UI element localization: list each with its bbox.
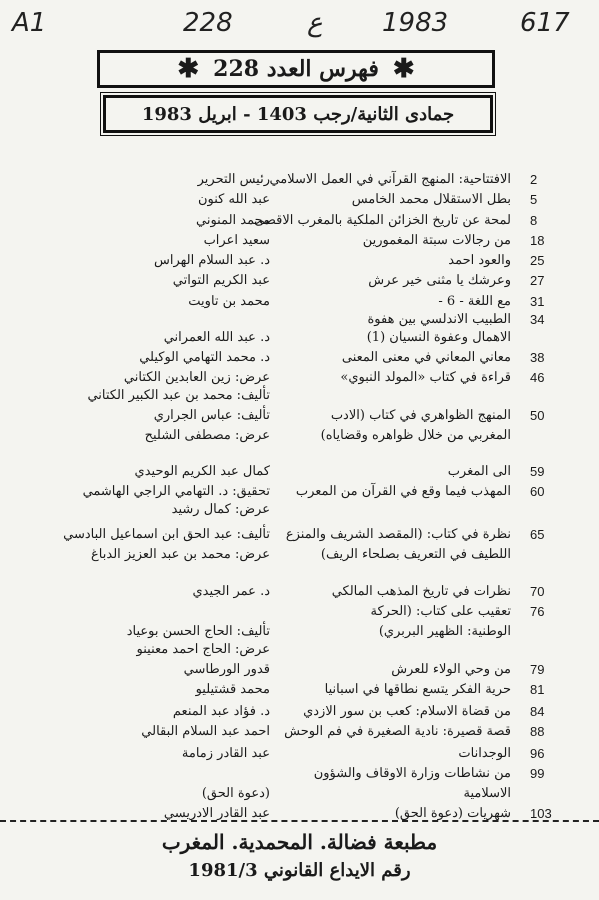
- page-number: 34: [530, 312, 545, 327]
- table-row: [0, 786, 599, 802]
- article-author: تأليف: عباس الجراري: [153, 408, 270, 423]
- page-number: 79: [530, 662, 545, 677]
- article-author: عرض: كمال رشيد: [171, 502, 270, 517]
- page-number: 5: [530, 192, 538, 207]
- issue-title: فهرس العدد 228: [213, 56, 379, 82]
- page-number: 8: [530, 213, 538, 228]
- article-title: من وحي الولاء للعرش: [391, 662, 511, 677]
- article-title: من قضاة الاسلام: كعب بن سور الازدي: [303, 704, 511, 719]
- article-title: الوطنية: الظهير البربري): [378, 624, 511, 639]
- table-row: [0, 642, 599, 658]
- article-title: نظرات في تاريخ المذهب المالكي: [331, 584, 511, 599]
- page-number: 31: [530, 294, 545, 309]
- article-author: د. عبد الله العمراني: [163, 330, 270, 345]
- table-row: [0, 624, 599, 640]
- article-title: حرية الفكر يتسع نطاقها في اسبانيا: [324, 682, 511, 697]
- table-row: [0, 527, 599, 543]
- article-author: محمد بن تاويت: [188, 294, 270, 309]
- article-author: عرض: زين العابدين الكتاني: [123, 370, 270, 385]
- page-number: 50: [530, 408, 545, 423]
- article-author: محمد المنوني: [195, 213, 270, 228]
- article-author: عبد القادر زمامة: [181, 746, 270, 761]
- page-number: 25: [530, 253, 545, 268]
- footer-divider: [0, 820, 599, 822]
- handwritten-letter: ع: [307, 8, 323, 38]
- article-title: المهذب فيما وقع في القرآن من المعرب: [295, 484, 511, 499]
- page-number: 18: [530, 233, 545, 248]
- table-row: [0, 766, 599, 782]
- table-row: [0, 724, 599, 740]
- page-number: 88: [530, 724, 545, 739]
- page-number: 103: [530, 806, 552, 821]
- article-title: معاني المعاني في معنى المعنى: [341, 350, 511, 365]
- page-number: 27: [530, 273, 545, 288]
- table-row: [0, 408, 599, 424]
- article-author: عرض: مصطفى الشليح: [144, 428, 270, 443]
- article-title: نظرة في كتاب: (المقصد الشريف والمنزع: [285, 527, 511, 542]
- table-row: [0, 584, 599, 600]
- asterisk-icon: ✱: [392, 54, 415, 84]
- table-row: [0, 312, 599, 328]
- table-row: [0, 604, 599, 620]
- article-author: تأليف: عبد الحق ابن اسماعيل البادسي: [63, 527, 270, 542]
- table-row: [0, 484, 599, 500]
- article-title: والعود احمد: [448, 253, 511, 268]
- article-author: تأليف: محمد بن عبد الكبير الكتاني: [87, 388, 270, 403]
- page-number: 70: [530, 584, 545, 599]
- table-row: [0, 172, 599, 188]
- table-row: [0, 370, 599, 386]
- page-number: 99: [530, 766, 545, 781]
- article-author: عبد القادر الادريسي: [163, 806, 270, 821]
- page-number: 76: [530, 604, 545, 619]
- table-row: [0, 547, 599, 563]
- date-box: [103, 95, 493, 133]
- article-author: تحقيق: د. التهامي الراجي الهاشمي: [82, 484, 270, 499]
- table-row: [0, 192, 599, 208]
- article-title: اللطيف في التعريف بصلحاء الريف): [320, 547, 511, 562]
- table-row: [0, 294, 599, 310]
- article-author: د. فؤاد عبد المنعم: [172, 704, 270, 719]
- article-title: المغربي من خلال ظواهره وقضاياه): [320, 428, 511, 443]
- article-title: المنهج الظواهري في كتاب (الادب: [330, 408, 511, 423]
- page-number: 59: [530, 464, 545, 479]
- page-number: 84: [530, 704, 545, 719]
- table-row: [0, 330, 599, 346]
- legal-deposit: رقم الايداع القانوني 1981/3: [188, 860, 411, 881]
- article-author: قدور الورطاسي: [183, 662, 270, 677]
- page-number: 60: [530, 484, 545, 499]
- article-author: عبد الله كنون: [198, 192, 270, 207]
- article-author: احمد عبد السلام البقالي: [141, 724, 270, 739]
- table-row: [0, 428, 599, 444]
- table-row: [0, 253, 599, 269]
- article-author: محمد قشتيليو: [195, 682, 270, 697]
- article-title: الاهمال وعفوة النسيان (1): [366, 330, 511, 345]
- article-title: وعرشك يا مثنى خير عرش: [368, 273, 511, 288]
- table-row: [0, 464, 599, 480]
- article-title: من رجالات سبتة المغمورين: [362, 233, 511, 248]
- article-title: شهريات (دعوة الحق): [394, 806, 511, 821]
- article-title: الافتتاحية: المنهج القرآني في العمل الاسلامي: [269, 172, 511, 187]
- article-title: مع اللغة - 6 -: [438, 294, 511, 309]
- article-title: بطل الاستقلال محمد الخامس: [351, 192, 511, 207]
- article-title: الوجدانات: [458, 746, 511, 761]
- article-author: (دعوة الحق): [201, 786, 270, 801]
- article-author: د. محمد التهامي الوكيلي: [139, 350, 270, 365]
- table-row: [0, 273, 599, 289]
- article-author: عبد الكريم التواتي: [172, 273, 270, 288]
- handwritten-a1: A1: [12, 8, 47, 38]
- table-row: [0, 502, 599, 518]
- page-number: 65: [530, 527, 545, 542]
- article-author: كمال عبد الكريم الوحيدي: [134, 464, 270, 479]
- issue-date: جمادى الثانية/رجب 1403 - ابريل 1983: [141, 103, 455, 125]
- table-row: [0, 704, 599, 720]
- page-number: 96: [530, 746, 545, 761]
- article-author: سعيد اعراب: [203, 233, 270, 248]
- handwritten-issue-number: 228: [183, 8, 233, 38]
- article-title: تعقيب على كتاب: (الحركة: [370, 604, 511, 619]
- article-title: الى المغرب: [447, 464, 511, 479]
- article-title: قصة قصيرة: نادية الصغيرة في فم الوحش: [284, 724, 511, 739]
- article-title: الطبيب الاندلسي بين هفوة: [367, 312, 511, 327]
- article-author: د. عمر الجيدي: [192, 584, 270, 599]
- page-number: 38: [530, 350, 545, 365]
- table-row: [0, 388, 599, 404]
- table-row: [0, 233, 599, 249]
- article-title: من نشاطات وزارة الاوقاف والشؤون: [313, 766, 511, 781]
- table-row: [0, 746, 599, 762]
- article-author: عرض: محمد بن عبد العزيز الدباغ: [91, 547, 270, 562]
- article-author: رئيس التحرير: [197, 172, 270, 187]
- article-title: الاسلامية: [463, 786, 511, 801]
- printer-name: مطبعة فضالة. المحمدية. المغرب: [161, 830, 438, 854]
- page-number: 46: [530, 370, 545, 385]
- page-number: 2: [530, 172, 538, 187]
- article-author: تأليف: الحاج الحسن بوعياد: [126, 624, 270, 639]
- article-author: د. عبد السلام الهراس: [153, 253, 270, 268]
- table-row: [0, 213, 599, 229]
- page-number: 81: [530, 682, 545, 697]
- table-row: [0, 682, 599, 698]
- handwritten-code: 617: [520, 8, 570, 38]
- handwritten-year: 1983: [382, 8, 449, 38]
- article-title: قراءة في كتاب «المولد النبوي»: [340, 370, 511, 385]
- asterisk-icon: ✱: [177, 54, 200, 84]
- title-box: [97, 50, 495, 88]
- article-author: عرض: الحاج احمد معنينو: [136, 642, 270, 657]
- article-title: لمحة عن تاريخ الخزائن الملكية بالمغرب الاقصى: [254, 213, 511, 228]
- table-row: [0, 350, 599, 366]
- table-row: [0, 662, 599, 678]
